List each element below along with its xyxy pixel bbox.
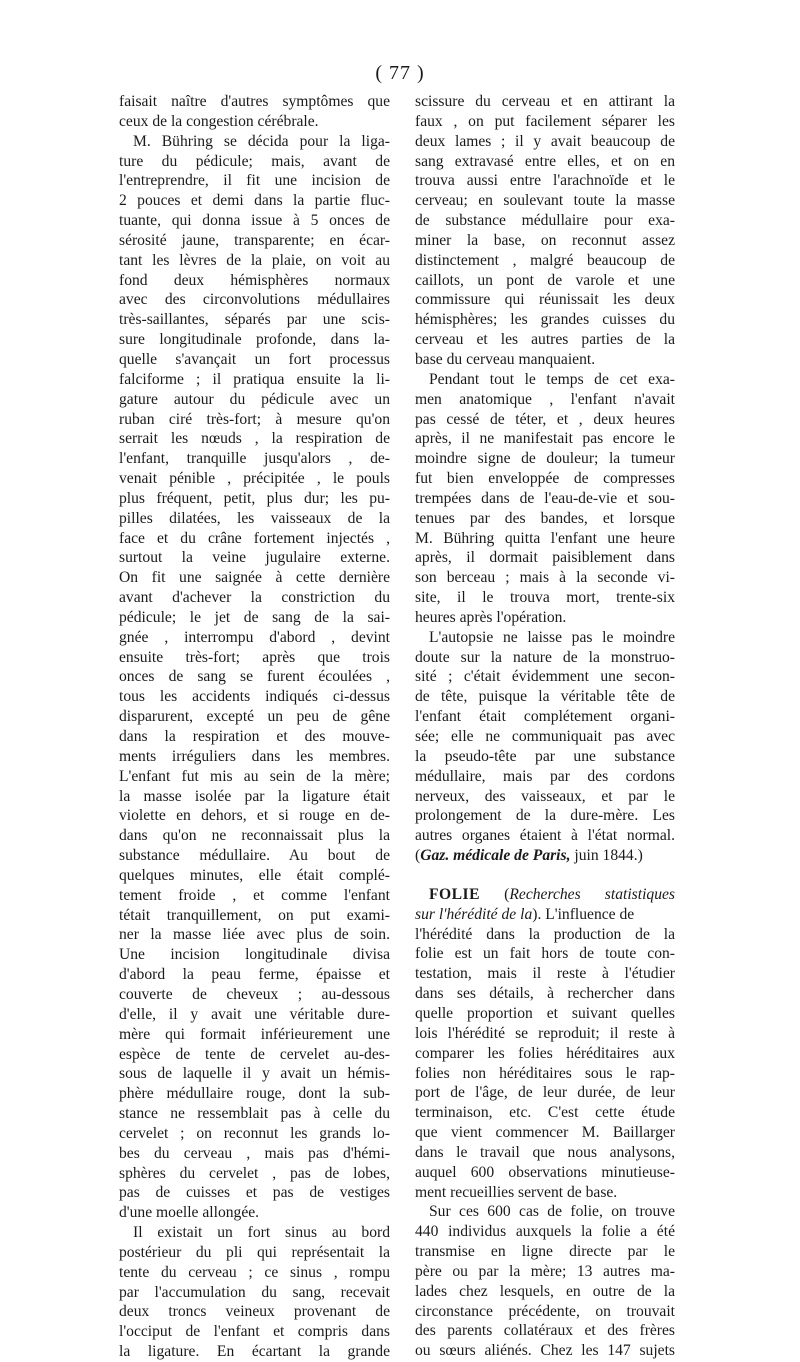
right-column-text-bottom xyxy=(415,925,675,1362)
text-line: stance ne ressemblait pas à celle du xyxy=(119,1105,390,1123)
folie-heading-line xyxy=(415,885,675,905)
text-line: père ou par la mère; 13 autres ma- xyxy=(415,1262,675,1280)
text-line: ments irréguliers dans les membres. xyxy=(119,747,390,765)
text-line: pas de cuisses et pas de vestiges xyxy=(119,1184,390,1202)
text-line: base du cerveau manquaient. xyxy=(415,350,596,368)
text-line: phère médullaire rouge, dont la sub- xyxy=(119,1085,390,1103)
text-line: fond deux hémisphères normaux xyxy=(119,271,390,289)
text-line: autres organes étaient à l'état normal. xyxy=(415,827,675,845)
text-line: nerveux, des vaisseaux, et par le xyxy=(415,787,675,805)
text-line: sée; elle ne communiquait pas avec xyxy=(415,728,675,745)
text-line: cervelet ; on reconnut les grands lo- xyxy=(119,1124,390,1142)
text-line: sérosité jaune, transparente; en écar- xyxy=(119,231,390,249)
text-line: tétait tranquillement, on put exami- xyxy=(119,906,390,924)
text-line: son berceau ; mais à la seconde vi- xyxy=(415,569,675,587)
text-line: venait pénible , précipitée , le pouls xyxy=(119,470,390,488)
text-line: ensuite très-fort; après que trois xyxy=(119,648,390,666)
text-line: M. Bühring quitta l'enfant une heure xyxy=(415,529,675,547)
folie-heading: FOLIE xyxy=(429,885,481,903)
text-line: site, il le trouva mort, trente-six xyxy=(415,589,675,607)
text-line: scissure du cerveau et en attirant la xyxy=(415,93,675,110)
text-line: la pseudo-tête par une substance xyxy=(415,747,675,765)
text-line: plus fréquent, petit, plus dur; les pu- xyxy=(119,489,390,507)
folie-subtitle-line2: sur l'hérédité de la xyxy=(415,905,533,923)
text-line: gnée , interrompu d'abord , devint xyxy=(119,628,390,646)
text-line: l'hérédité dans la production de la xyxy=(415,925,675,943)
text-line: d'abord la peau ferme, épaisse et xyxy=(119,966,390,984)
text-line: fut bien enveloppée de compresses xyxy=(415,470,675,488)
text-line: sphères du cervelet , pas de lobes, xyxy=(119,1164,390,1182)
text-line: tement froide , et comme l'enfant xyxy=(119,886,390,904)
citation-line xyxy=(415,846,675,866)
text-line: testation, mais il reste à l'étudier xyxy=(415,965,675,983)
text-line: couverte de cheveux ; au-dessous xyxy=(119,985,390,1003)
text-line: heures après l'opération. xyxy=(415,608,567,626)
folie-subtitle-line1: Recherches statistiques xyxy=(509,885,675,903)
text-line: pas cessé de téter, et , deux heures xyxy=(415,410,675,428)
text-line: circonstance précédente, on trouvait xyxy=(415,1302,675,1320)
text-line: l'enfant était complétement organi- xyxy=(415,708,675,726)
text-line: L'autopsie ne laisse pas le moindre xyxy=(429,628,675,646)
text-line: On fit une saignée à cette dernière xyxy=(119,569,390,587)
text-line: face et du crâne fortement injectés , xyxy=(119,529,390,547)
text-line: l'enfant, tranquille jusqu'alors , de- xyxy=(119,450,390,468)
text-line: ceux de la congestion cérébrale. xyxy=(119,112,319,130)
text-line: par l'accumulation du sang, recevait xyxy=(119,1283,390,1301)
text-line: bes du cerveau , mais pas d'hémi- xyxy=(119,1144,390,1162)
text-line: folies non héréditaires sous le rap- xyxy=(415,1064,675,1082)
text-line: falciforme ; il pratiqua ensuite la li- xyxy=(119,370,390,388)
text-line: mère qui formait inférieurement une xyxy=(119,1025,390,1043)
text-line: lades chez lesquels, en outre de la xyxy=(415,1282,675,1300)
text-line: la ligature. En écartant la grande xyxy=(119,1343,390,1361)
text-line: miner la base, on reconnut assez xyxy=(415,231,675,249)
text-line: folie est un fait hors de toute con- xyxy=(415,945,675,963)
text-line: doute sur la nature de la monstruo- xyxy=(415,648,675,666)
text-line: médullaire, mais par des cordons xyxy=(415,767,675,785)
text-line: Il existait un fort sinus au bord xyxy=(133,1224,390,1242)
text-line: trouva aussi entre l'arachnoïde et le xyxy=(415,172,675,190)
text-line: après, il ne manifestait pas encore le xyxy=(415,430,675,448)
text-line: dans le travail que nous analysons, xyxy=(415,1143,675,1161)
page-number: ( 77 ) xyxy=(375,62,425,84)
text-line: onces de sang se furent écoulées , xyxy=(119,668,390,686)
text-line: d'une moelle allongée. xyxy=(119,1204,260,1222)
section-gap xyxy=(415,866,675,885)
text-line: trempées dans de l'eau-de-vie et sou- xyxy=(415,489,675,507)
text-line: substance médullaire. Au bout de xyxy=(119,847,390,865)
text-line: dans ses détails, à rechercher dans xyxy=(415,985,675,1003)
text-line: surtout la veine jugulaire externe. xyxy=(119,549,390,567)
text-line: moindre signe de douleur; la tumeur xyxy=(415,450,675,468)
text-line: hémisphères; les grandes cuisses du xyxy=(415,311,675,329)
text-line: prolongement de la dure-mère. Les xyxy=(415,807,675,825)
text-line: l'occiput de l'enfant et compris dans xyxy=(119,1323,390,1341)
text-line: cerveau; en soulevant toute la masse xyxy=(415,192,675,210)
text-line: dans la respiration et des mouve- xyxy=(119,728,390,745)
text-line: quelques minutes, elle était complé- xyxy=(119,866,390,884)
text-line: cerveau et les autres parties de la xyxy=(415,331,675,349)
text-line: ruban ciré très-fort; à mesure qu'on xyxy=(119,410,390,428)
text-line: Sur ces 600 cas de folie, on trouve xyxy=(429,1203,675,1221)
text-line: quelle s'avançait un fort processus xyxy=(119,350,390,368)
text-line: Une incision longitudinale divisa xyxy=(119,946,390,964)
text-line: violette en dehors, et si rouge en de- xyxy=(119,807,390,825)
text-line: ment recueillies servent de base. xyxy=(415,1183,618,1201)
text-line: avant d'achever la constriction du xyxy=(119,589,390,607)
right-column xyxy=(415,92,675,1361)
text-line: que vient commencer M. Baillarger xyxy=(415,1124,675,1142)
text-line: avec des circonvolutions médullaires xyxy=(119,291,390,309)
text-line: postérieur du pli qui représentait la xyxy=(119,1243,390,1261)
text-line: la masse isolée par la ligature était xyxy=(119,787,390,805)
text-line: deux lames ; il y avait beaucoup de xyxy=(415,132,675,150)
text-line: M. Bühring se décida pour la liga- xyxy=(133,132,390,150)
text-line: tant les lèvres de la plaie, on voit au xyxy=(119,251,390,269)
left-column xyxy=(119,92,390,1362)
text-line: caillots, un pont de varole et une xyxy=(415,271,675,289)
citation-date: juin 1844.) xyxy=(570,847,643,865)
text-line: d'elle, il y avait une véritable dure- xyxy=(119,1005,390,1023)
text-line: commissure qui réunissait les deux xyxy=(415,291,675,309)
text-line: distinctement , malgré beaucoup de xyxy=(415,251,675,269)
folie-subtitle-line xyxy=(415,905,675,925)
text-line: disparurent, excepté un peu de gêne xyxy=(119,708,390,726)
text-line: tente du cerveau ; ce sinus , rompu xyxy=(119,1263,390,1281)
text-line: lois l'hérédité se reproduit; il reste à xyxy=(415,1024,675,1042)
text-line: faisait naître d'autres symptômes que xyxy=(119,93,390,110)
text-line: tenues par des bandes, et lorsque xyxy=(415,509,675,527)
text-line: espèce de tente de cervelet au-des- xyxy=(119,1045,390,1063)
text-line: port de l'âge, de leur durée, de leur xyxy=(415,1084,675,1102)
citation-journal: Gaz. médicale de Paris, xyxy=(420,847,571,865)
text-line: ture du pédicule; mais, avant de xyxy=(119,152,390,170)
text-line: sité ; c'était évidemment une secon- xyxy=(415,668,675,686)
text-line: sous de laquelle il y avait un hémis- xyxy=(119,1065,390,1083)
text-line: deux troncs veineux provenant de xyxy=(119,1303,390,1321)
text-line: gature autour du pédicule avec un xyxy=(119,390,390,408)
text-line: tous les accidents indiqués ci-dessus xyxy=(119,688,390,706)
text-line: de tête, puisque la véritable tête de xyxy=(415,688,675,706)
text-line: sure longitudinale profonde, dans la- xyxy=(119,331,390,349)
text-line: pédicule; le jet de sang de la sai- xyxy=(119,608,390,626)
text-line: quelle proportion et suivant quelles xyxy=(415,1004,675,1022)
text-line: dans qu'on ne reconnaissait plus la xyxy=(119,827,390,845)
text-line: serrait les nœuds , la respiration de xyxy=(119,430,390,448)
text-line: men anatomique , l'enfant n'avait xyxy=(415,390,675,408)
text-line: 440 individus auxquels la folie a été xyxy=(415,1223,675,1241)
text-line: comparer les folies héréditaires aux xyxy=(415,1044,675,1062)
text-line: sang extravasé entre elles, et on en xyxy=(415,152,675,170)
text-line: l'entreprendre, il fit une incision de xyxy=(119,172,390,190)
text-line: ou sœurs aliénés. Chez les 147 sujets xyxy=(415,1342,675,1360)
text-line: transmise en ligne directe par le xyxy=(415,1243,675,1261)
text-line: ner la masse liée avec plus de soin. xyxy=(119,926,390,944)
text-line: faux , on put facilement séparer les xyxy=(415,112,675,130)
text-line: Pendant tout le temps de cet exa- xyxy=(429,370,675,388)
citation-open: ( xyxy=(415,847,421,865)
text-line: L'enfant fut mis au sein de la mère; xyxy=(119,767,390,785)
right-column-text-top xyxy=(415,92,675,846)
text-line: très-saillantes, séparés par une scis- xyxy=(119,311,390,329)
text-line: tuante, qui donna issue à 5 onces de xyxy=(119,212,390,230)
text-line: terminaison, etc. C'est cette étude xyxy=(415,1104,675,1122)
text-line: auquel 600 observations minutieuse- xyxy=(415,1163,675,1181)
text-line: de substance médullaire pour exa- xyxy=(415,212,675,230)
folie-subtitle-open: ( xyxy=(480,885,510,903)
text-line: après, il dormait paisiblement dans xyxy=(415,549,675,567)
text-line: des parents collatéraux et des frères xyxy=(415,1322,675,1340)
text-line: pilles dilatées, les vaisseaux de la xyxy=(119,509,390,527)
folie-subtitle-close: ). L'influence de xyxy=(532,905,635,923)
text-line: 2 pouces et demi dans la partie fluc- xyxy=(119,192,390,210)
